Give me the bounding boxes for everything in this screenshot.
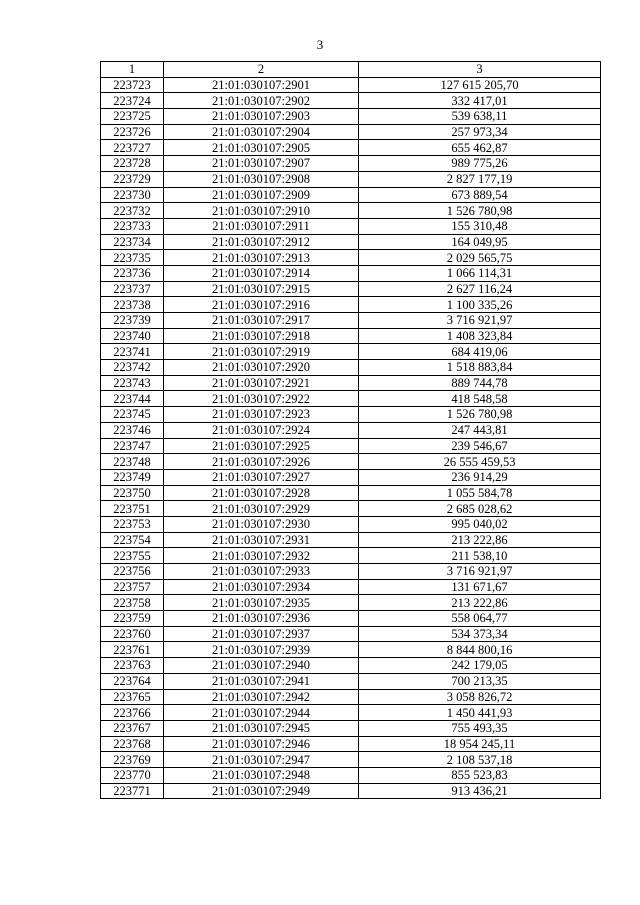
value-cell: 855 523,83	[359, 767, 601, 783]
value-cell: 236 914,29	[359, 469, 601, 485]
value-cell: 18 954 245,11	[359, 736, 601, 752]
row-number-cell: 223766	[101, 705, 164, 721]
row-number-cell: 223758	[101, 595, 164, 611]
value-cell: 2 627 116,24	[359, 281, 601, 297]
cadastral-number-cell: 21:01:030107:2944	[164, 705, 359, 721]
table-row	[101, 611, 601, 627]
row-number-cell: 223748	[101, 454, 164, 470]
row-number-cell: 223742	[101, 360, 164, 376]
cadastral-number-cell: 21:01:030107:2939	[164, 642, 359, 658]
cadastral-number-cell: 21:01:030107:2920	[164, 360, 359, 376]
table-row	[101, 720, 601, 736]
table-row	[101, 752, 601, 768]
table-body	[101, 77, 601, 799]
value-cell: 1 518 883,84	[359, 360, 601, 376]
value-cell: 26 555 459,53	[359, 454, 601, 470]
row-number-cell: 223764	[101, 673, 164, 689]
value-cell: 995 040,02	[359, 516, 601, 532]
cadastral-number-cell: 21:01:030107:2942	[164, 689, 359, 705]
cadastral-number-cell: 21:01:030107:2911	[164, 218, 359, 234]
cadastral-number-cell: 21:01:030107:2926	[164, 454, 359, 470]
value-cell: 2 029 565,75	[359, 250, 601, 266]
table-row	[101, 391, 601, 407]
value-cell: 889 744,78	[359, 375, 601, 391]
row-number-cell: 223756	[101, 564, 164, 580]
value-cell: 700 213,35	[359, 673, 601, 689]
cadastral-number-cell: 21:01:030107:2949	[164, 783, 359, 799]
cadastral-number-cell: 21:01:030107:2914	[164, 265, 359, 281]
cadastral-number-cell: 21:01:030107:2924	[164, 422, 359, 438]
cadastral-number-cell: 21:01:030107:2913	[164, 250, 359, 266]
value-cell: 211 538,10	[359, 548, 601, 564]
cadastral-number-cell: 21:01:030107:2915	[164, 281, 359, 297]
column-header-1: 1	[101, 62, 164, 78]
row-number-cell: 223728	[101, 156, 164, 172]
cadastral-number-cell: 21:01:030107:2901	[164, 77, 359, 93]
row-number-cell: 223729	[101, 171, 164, 187]
table-row	[101, 642, 601, 658]
value-cell: 213 222,86	[359, 532, 601, 548]
table-row	[101, 783, 601, 799]
value-cell: 127 615 205,70	[359, 77, 601, 93]
table-row	[101, 77, 601, 93]
cadastral-number-cell: 21:01:030107:2937	[164, 626, 359, 642]
column-header-2: 2	[164, 62, 359, 78]
table-row	[101, 454, 601, 470]
table-header-row	[101, 62, 601, 78]
value-cell: 673 889,54	[359, 187, 601, 203]
value-cell: 539 638,11	[359, 109, 601, 125]
cadastral-number-cell: 21:01:030107:2927	[164, 469, 359, 485]
row-number-cell: 223746	[101, 422, 164, 438]
value-cell: 2 827 177,19	[359, 171, 601, 187]
table-row	[101, 532, 601, 548]
cadastral-number-cell: 21:01:030107:2928	[164, 485, 359, 501]
row-number-cell: 223753	[101, 516, 164, 532]
value-cell: 155 310,48	[359, 218, 601, 234]
row-number-cell: 223767	[101, 720, 164, 736]
table-row	[101, 516, 601, 532]
value-cell: 164 049,95	[359, 234, 601, 250]
value-cell: 2 685 028,62	[359, 501, 601, 517]
row-number-cell: 223744	[101, 391, 164, 407]
table-row	[101, 109, 601, 125]
cadastral-number-cell: 21:01:030107:2907	[164, 156, 359, 172]
row-number-cell: 223760	[101, 626, 164, 642]
value-cell: 131 671,67	[359, 579, 601, 595]
table-row	[101, 564, 601, 580]
table-row	[101, 281, 601, 297]
value-cell: 913 436,21	[359, 783, 601, 799]
row-number-cell: 223727	[101, 140, 164, 156]
value-cell: 655 462,87	[359, 140, 601, 156]
table-row	[101, 579, 601, 595]
table-row	[101, 407, 601, 423]
row-number-cell: 223737	[101, 281, 164, 297]
table-row	[101, 93, 601, 109]
row-number-cell: 223724	[101, 93, 164, 109]
cadastral-number-cell: 21:01:030107:2929	[164, 501, 359, 517]
table-row	[101, 626, 601, 642]
cadastral-number-cell: 21:01:030107:2921	[164, 375, 359, 391]
row-number-cell: 223741	[101, 344, 164, 360]
table-row	[101, 422, 601, 438]
row-number-cell: 223765	[101, 689, 164, 705]
cadastral-number-cell: 21:01:030107:2917	[164, 313, 359, 329]
cadastral-number-cell: 21:01:030107:2912	[164, 234, 359, 250]
cadastral-number-cell: 21:01:030107:2947	[164, 752, 359, 768]
page-number: 3	[316, 37, 324, 52]
value-cell: 1 526 780,98	[359, 203, 601, 219]
table-row	[101, 140, 601, 156]
row-number-cell: 223747	[101, 438, 164, 454]
value-cell: 534 373,34	[359, 626, 601, 642]
table-row	[101, 156, 601, 172]
value-cell: 1 526 780,98	[359, 407, 601, 423]
table-row	[101, 250, 601, 266]
row-number-cell: 223734	[101, 234, 164, 250]
cadastral-number-cell: 21:01:030107:2930	[164, 516, 359, 532]
row-number-cell: 223749	[101, 469, 164, 485]
row-number-cell: 223745	[101, 407, 164, 423]
value-cell: 8 844 800,16	[359, 642, 601, 658]
value-cell: 1 055 584,78	[359, 485, 601, 501]
table-row	[101, 234, 601, 250]
cadastral-number-cell: 21:01:030107:2904	[164, 124, 359, 140]
table-row	[101, 344, 601, 360]
table-row	[101, 438, 601, 454]
cadastral-number-cell: 21:01:030107:2948	[164, 767, 359, 783]
value-cell: 213 222,86	[359, 595, 601, 611]
row-number-cell: 223723	[101, 77, 164, 93]
table-row	[101, 328, 601, 344]
cadastral-number-cell: 21:01:030107:2905	[164, 140, 359, 156]
cadastral-number-cell: 21:01:030107:2908	[164, 171, 359, 187]
row-number-cell: 223768	[101, 736, 164, 752]
table-row	[101, 171, 601, 187]
table-row	[101, 469, 601, 485]
row-number-cell: 223761	[101, 642, 164, 658]
value-cell: 684 419,06	[359, 344, 601, 360]
value-cell: 1 066 114,31	[359, 265, 601, 281]
cadastral-number-cell: 21:01:030107:2933	[164, 564, 359, 580]
row-number-cell: 223740	[101, 328, 164, 344]
cadastral-number-cell: 21:01:030107:2936	[164, 611, 359, 627]
table-row	[101, 485, 601, 501]
table-row	[101, 187, 601, 203]
value-cell: 2 108 537,18	[359, 752, 601, 768]
table-row	[101, 689, 601, 705]
cadastral-number-cell: 21:01:030107:2910	[164, 203, 359, 219]
value-cell: 242 179,05	[359, 658, 601, 674]
row-number-cell: 223769	[101, 752, 164, 768]
table-row	[101, 767, 601, 783]
row-number-cell: 223736	[101, 265, 164, 281]
row-number-cell: 223750	[101, 485, 164, 501]
table-row	[101, 673, 601, 689]
row-number-cell: 223735	[101, 250, 164, 266]
cadastral-number-cell: 21:01:030107:2940	[164, 658, 359, 674]
value-cell: 1 450 441,93	[359, 705, 601, 721]
cadastral-number-cell: 21:01:030107:2918	[164, 328, 359, 344]
cadastral-number-cell: 21:01:030107:2922	[164, 391, 359, 407]
table-row	[101, 595, 601, 611]
value-cell: 247 443,81	[359, 422, 601, 438]
column-header-3: 3	[359, 62, 601, 78]
table-row	[101, 265, 601, 281]
value-cell: 3 058 826,72	[359, 689, 601, 705]
table-row	[101, 548, 601, 564]
row-number-cell: 223763	[101, 658, 164, 674]
cadastral-number-cell: 21:01:030107:2941	[164, 673, 359, 689]
value-cell: 3 716 921,97	[359, 313, 601, 329]
row-number-cell: 223725	[101, 109, 164, 125]
value-cell: 558 064,77	[359, 611, 601, 627]
table-row	[101, 375, 601, 391]
cadastral-number-cell: 21:01:030107:2932	[164, 548, 359, 564]
row-number-cell: 223755	[101, 548, 164, 564]
cadastral-number-cell: 21:01:030107:2934	[164, 579, 359, 595]
value-cell: 1 100 335,26	[359, 297, 601, 313]
row-number-cell: 223757	[101, 579, 164, 595]
table-row	[101, 218, 601, 234]
row-number-cell: 223732	[101, 203, 164, 219]
value-cell: 239 546,67	[359, 438, 601, 454]
table-row	[101, 705, 601, 721]
value-cell: 257 973,34	[359, 124, 601, 140]
cadastral-number-cell: 21:01:030107:2909	[164, 187, 359, 203]
value-cell: 3 716 921,97	[359, 564, 601, 580]
cadastral-number-cell: 21:01:030107:2946	[164, 736, 359, 752]
row-number-cell: 223759	[101, 611, 164, 627]
value-cell: 1 408 323,84	[359, 328, 601, 344]
cadastral-number-cell: 21:01:030107:2916	[164, 297, 359, 313]
cadastral-number-cell: 21:01:030107:2925	[164, 438, 359, 454]
value-cell: 989 775,26	[359, 156, 601, 172]
row-number-cell: 223739	[101, 313, 164, 329]
cadastral-number-cell: 21:01:030107:2903	[164, 109, 359, 125]
cadastral-number-cell: 21:01:030107:2923	[164, 407, 359, 423]
cadastral-number-cell: 21:01:030107:2902	[164, 93, 359, 109]
table-row	[101, 501, 601, 517]
row-number-cell: 223770	[101, 767, 164, 783]
table-row	[101, 736, 601, 752]
table-row	[101, 297, 601, 313]
row-number-cell: 223771	[101, 783, 164, 799]
row-number-cell: 223738	[101, 297, 164, 313]
row-number-cell: 223743	[101, 375, 164, 391]
table-row	[101, 124, 601, 140]
cadastral-number-cell: 21:01:030107:2931	[164, 532, 359, 548]
cadastral-number-cell: 21:01:030107:2919	[164, 344, 359, 360]
row-number-cell: 223730	[101, 187, 164, 203]
table-row	[101, 313, 601, 329]
row-number-cell: 223726	[101, 124, 164, 140]
row-number-cell: 223733	[101, 218, 164, 234]
row-number-cell: 223754	[101, 532, 164, 548]
cadastral-number-cell: 21:01:030107:2945	[164, 720, 359, 736]
table-row	[101, 360, 601, 376]
value-cell: 755 493,35	[359, 720, 601, 736]
value-cell: 418 548,58	[359, 391, 601, 407]
table-row	[101, 658, 601, 674]
table-row	[101, 203, 601, 219]
value-cell: 332 417,01	[359, 93, 601, 109]
data-table	[100, 61, 601, 799]
row-number-cell: 223751	[101, 501, 164, 517]
cadastral-number-cell: 21:01:030107:2935	[164, 595, 359, 611]
